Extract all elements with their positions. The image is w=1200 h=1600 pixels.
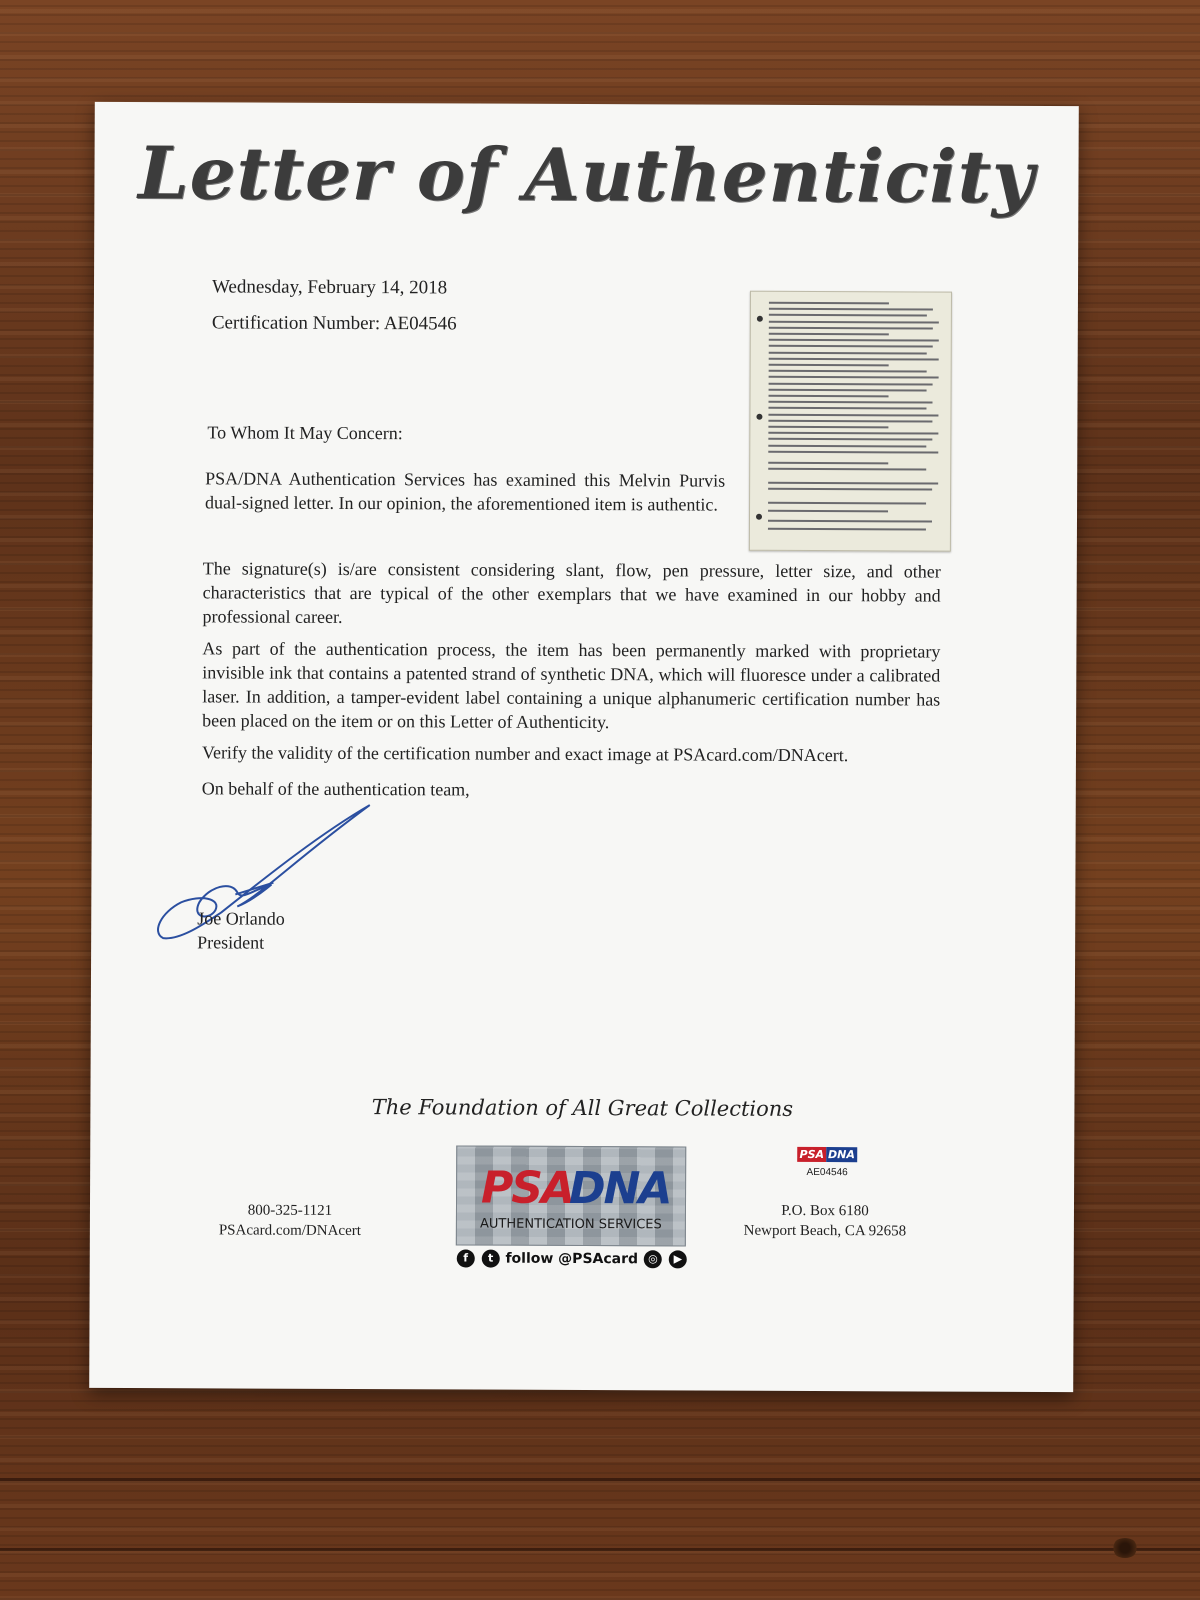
handwriting-line (768, 468, 926, 471)
handwriting-line (768, 528, 926, 531)
closing-line: On behalf of the authentication team, (201, 778, 470, 800)
website-link: PSAcard.com/DNAcert (218, 1222, 361, 1240)
label-dna-text: DNA (826, 1147, 857, 1162)
paragraph-examination: PSA/DNA Authentication Services has examined this Melvin Purvis dual-signed letter. In our opinion, the aforementioned item is authentic. (205, 468, 726, 515)
footer-tagline: The Foundation of All Great Collections (371, 1095, 794, 1121)
label-psa-text: PSA (798, 1147, 827, 1162)
handwriting-line (768, 482, 938, 485)
city-address: Newport Beach, CA 92658 (743, 1222, 907, 1240)
phone-number: 800-325-1121 (247, 1202, 333, 1219)
wood-seam (0, 1478, 1200, 1481)
handwriting-line (769, 351, 927, 354)
logo-dna-text: DNA (568, 1162, 671, 1215)
youtube-icon: ▶ (669, 1250, 687, 1268)
wood-knot (1112, 1538, 1138, 1558)
paragraph-signature-consistency: The signature(s) is/are consistent considering slant, flow, pen pressure, letter size, and other characteristics that are typical of the other exemplars that we have examined in our hobby and professional career. (202, 558, 941, 627)
handwriting-line (768, 510, 888, 513)
letter-of-authenticity-document (89, 102, 1079, 1392)
instagram-icon: ◎ (644, 1250, 662, 1268)
document-title: Letter of Authenticity (137, 130, 1036, 219)
letter-date: Wednesday, February 14, 2018 (211, 276, 448, 299)
handwriting-line (768, 488, 932, 491)
handwriting-line (769, 370, 927, 373)
twitter-icon: t (482, 1250, 500, 1268)
contact-left (190, 1200, 390, 1241)
tamper-evident-label (790, 1145, 864, 1178)
signer-title: President (197, 932, 265, 953)
paragraph-verify: Verify the validity of the certification number and exact image at PSAcard.com/DNAcert. (201, 742, 849, 766)
handwriting-line (769, 358, 939, 361)
handwriting-line (769, 314, 927, 317)
paragraph-authentication-process: As part of the authentication process, the item has been permanently marked with proprietary invisible ink that contains a patented strand of synthetic DNA, which will fluoresce under a calibrated laser. In addition, a tamper-evident label containing a unique alphanumeric certification number has been placed on the item or on this Letter of Authenticity. (202, 638, 941, 733)
handwriting-line (769, 376, 939, 379)
punch-hole (756, 514, 762, 520)
certification-number: Certification Number: AE04546 (211, 312, 457, 335)
psa-dna-logo (456, 1145, 686, 1246)
handwriting-line (768, 462, 888, 465)
item-thumbnail-image (749, 291, 952, 552)
po-box: P.O. Box 6180 (781, 1202, 869, 1220)
handwriting-line (769, 364, 889, 367)
punch-hole (756, 414, 762, 420)
handwriting-line (768, 407, 926, 410)
handwriting-line (769, 345, 933, 348)
logo-subtitle: AUTHENTICATION SERVICES (480, 1216, 662, 1233)
logo-psa-text: PSA (480, 1162, 574, 1214)
label-cert-code: AE04546 (806, 1166, 848, 1179)
handwriting-line (768, 432, 938, 435)
handwriting-line (768, 502, 926, 505)
handwriting-line (769, 302, 889, 305)
handwriting-line (769, 320, 939, 323)
handwriting-line (768, 426, 888, 429)
handwriting-line (769, 333, 889, 336)
handwriting-line (769, 339, 939, 342)
handwriting-line (768, 420, 932, 423)
signer-name: Joe Orlando (197, 908, 285, 929)
handwriting-line (769, 308, 933, 311)
salutation: To Whom It May Concern: (207, 422, 403, 444)
handwriting-line (769, 401, 933, 404)
handwriting-line (769, 382, 933, 385)
handwriting-line (768, 520, 932, 523)
handwriting-line (769, 389, 927, 392)
follow-handle: follow @PSAcard (505, 1250, 639, 1268)
handwriting-line (768, 413, 938, 416)
wood-seam (0, 1548, 1200, 1551)
handwriting-line (768, 451, 938, 454)
contact-right (730, 1201, 920, 1242)
facebook-icon: f (457, 1249, 475, 1267)
punch-hole (757, 316, 763, 322)
handwriting-line (769, 327, 933, 330)
handwriting-line (769, 395, 889, 398)
handwriting-line (768, 444, 926, 447)
handwriting-line (768, 438, 932, 441)
social-follow (452, 1249, 692, 1268)
